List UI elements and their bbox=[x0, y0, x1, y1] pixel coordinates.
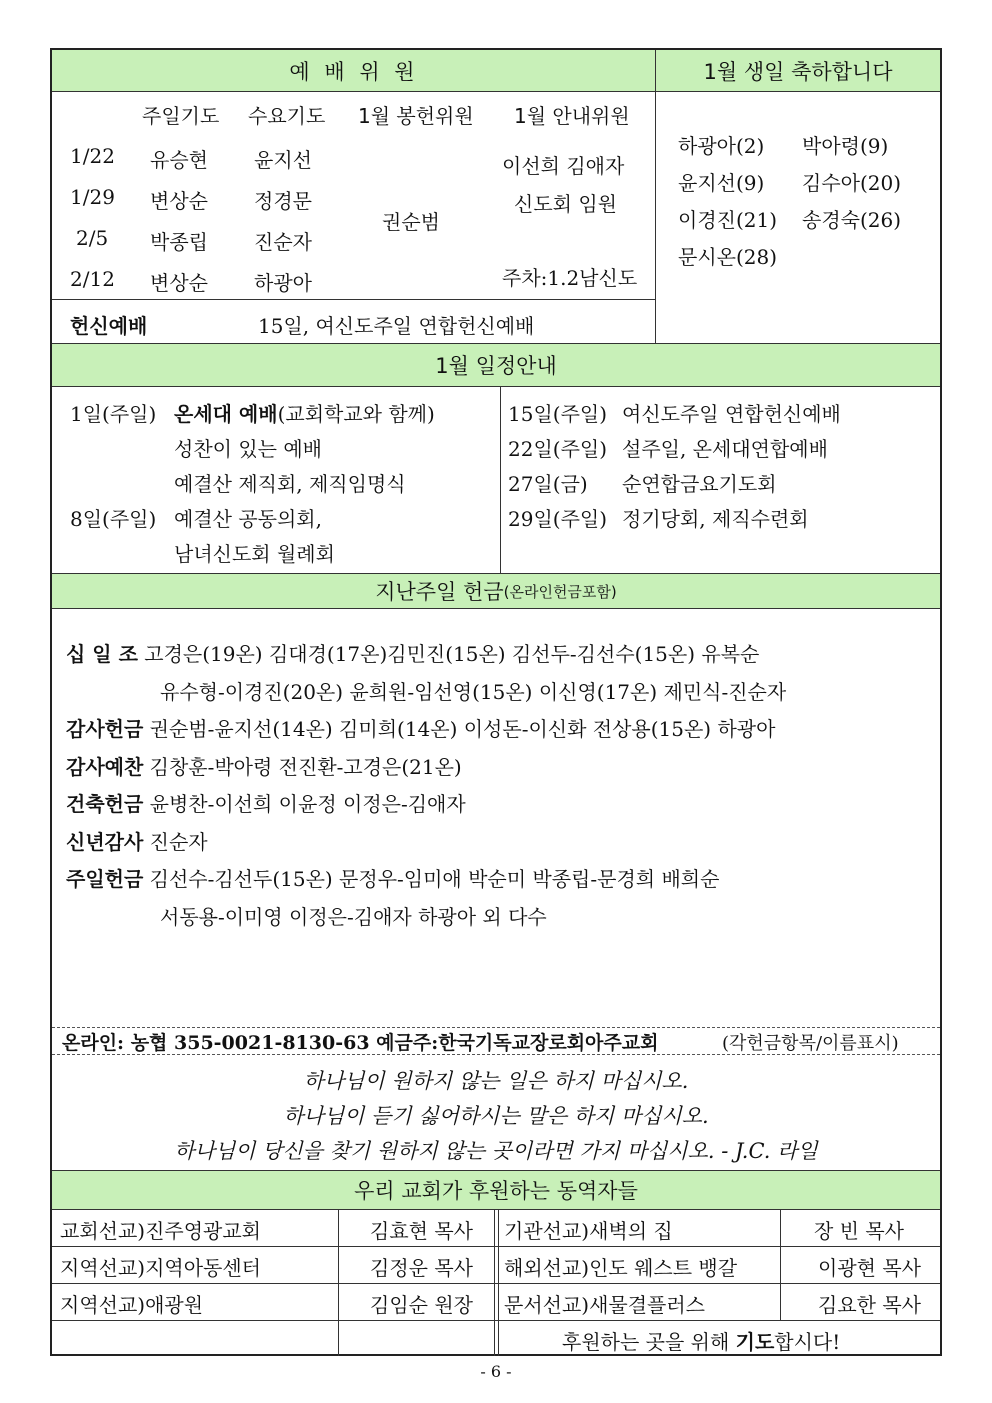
schedule-event: 정기당회, 제직수련회 bbox=[622, 507, 809, 531]
schedule-date: 22일(주일) bbox=[508, 437, 608, 461]
row-date: 1/29 bbox=[70, 185, 115, 209]
schedule-date: 27일(금) bbox=[508, 472, 588, 496]
prayer-post: 합시다! bbox=[774, 1330, 841, 1354]
birthday-title: 1월 생일 축하합니다 bbox=[703, 59, 893, 84]
birthday-person: 박아령(9) bbox=[802, 134, 889, 158]
schedule-header bbox=[52, 343, 940, 387]
row-date: 2/5 bbox=[76, 226, 109, 250]
offering-title-small: (온라인헌금포함) bbox=[503, 582, 617, 601]
header-usher: 1월 안내위원 bbox=[514, 104, 630, 128]
mission-name: 지역선교)애광원 bbox=[60, 1293, 204, 1317]
mission-name: 지역선교)지역아동센터 bbox=[60, 1256, 262, 1280]
offering-title: 지난주일 헌금 bbox=[375, 580, 504, 604]
schedule-event: 순연합금요기도회 bbox=[622, 472, 777, 496]
bulletin-page bbox=[50, 48, 942, 1356]
offering-member: 권순범 bbox=[382, 210, 440, 234]
committee-title: 예 배 위 원 bbox=[289, 59, 419, 84]
dedication-label: 헌신예배 bbox=[70, 314, 148, 338]
header-sunday-prayer: 주일기도 bbox=[142, 104, 220, 128]
mission-name: 해외선교)인도 웨스트 뱅갈 bbox=[504, 1256, 738, 1280]
divider bbox=[52, 1283, 940, 1284]
schedule-date: 29일(주일) bbox=[508, 507, 608, 531]
mission-name: 문서선교)새물결플러스 bbox=[504, 1293, 706, 1317]
quote-line: 하나님이 당신을 찾기 원하지 않는 곳이라면 가지 마십시오. - J.C. 라일 bbox=[174, 1139, 818, 1163]
thanks-label: 감사헌금 bbox=[66, 717, 144, 741]
missions-title: 우리 교회가 후원하는 동역자들 bbox=[354, 1179, 638, 1203]
row-wednesday: 진순자 bbox=[254, 230, 312, 254]
usher-line1: 이선희 김애자 bbox=[502, 154, 625, 178]
online-account: 온라인: 농협 355-0021-8130-63 예금주:한국기독교장로회아주교회 bbox=[62, 1032, 659, 1054]
birthday-person: 문시온(28) bbox=[678, 245, 778, 269]
parking: 주차:1.2남신도 bbox=[502, 266, 638, 290]
praise-label: 감사예찬 bbox=[66, 755, 144, 779]
divider bbox=[52, 299, 656, 300]
newyear-names: 진순자 bbox=[149, 830, 208, 854]
sunday-names: 김선수-김선두(15온) 문정우-임미애 박순미 박종립-문경희 배희순 bbox=[149, 867, 720, 891]
dedication-text: 15일, 여신도주일 연합헌신예배 bbox=[258, 314, 535, 338]
schedule-event: 남녀신도회 월례회 bbox=[174, 542, 335, 566]
schedule-event-bold: 온세대 예배 bbox=[174, 402, 278, 426]
sunday-label: 주일헌금 bbox=[66, 867, 144, 891]
row-wednesday: 하광아 bbox=[254, 271, 312, 295]
usher-line2: 신도회 임원 bbox=[514, 192, 617, 216]
mission-person: 김정운 목사 bbox=[370, 1256, 473, 1280]
header-wednesday-prayer: 수요기도 bbox=[248, 104, 326, 128]
online-info bbox=[52, 1027, 940, 1055]
mission-person: 김임순 원장 bbox=[370, 1293, 473, 1317]
tithe-names: 고경은(19온) 김대경(17온)김민진(15온) 김선두-김선수(15온) 유복순 bbox=[144, 642, 760, 666]
quote-line: 하나님이 원하지 않는 일은 하지 마십시오. bbox=[303, 1069, 689, 1093]
mission-name: 교회선교)진주영광교회 bbox=[60, 1219, 262, 1243]
schedule-date: 15일(주일) bbox=[508, 402, 608, 426]
missions-header bbox=[52, 1170, 940, 1210]
row-sunday: 유승현 bbox=[150, 148, 208, 172]
mission-person: 김요한 목사 bbox=[818, 1293, 921, 1317]
tithe-label: 십 일 조 bbox=[66, 642, 138, 666]
row-wednesday: 윤지선 bbox=[254, 148, 312, 172]
prayer-pre: 후원하는 곳을 위해 bbox=[562, 1330, 736, 1354]
divider bbox=[494, 1210, 495, 1356]
row-sunday: 변상순 bbox=[150, 271, 208, 295]
mission-person: 장 빈 목사 bbox=[814, 1219, 904, 1243]
schedule-event: 예결산 제직회, 제직임명식 bbox=[174, 472, 406, 496]
schedule-date: 1일(주일) bbox=[70, 402, 157, 426]
prayer-bold: 기도 bbox=[735, 1330, 775, 1354]
birthday-person: 이경진(21) bbox=[678, 208, 778, 232]
divider bbox=[498, 1210, 499, 1356]
header-offering-member: 1월 봉헌위원 bbox=[358, 104, 474, 128]
mission-person: 김효현 목사 bbox=[370, 1219, 473, 1243]
mission-person: 이광현 목사 bbox=[818, 1256, 921, 1280]
row-sunday: 박종립 bbox=[150, 230, 208, 254]
sunday-names: 서동용-이미영 이정은-김애자 하광아 외 다수 bbox=[160, 905, 547, 929]
divider bbox=[52, 1320, 940, 1321]
schedule-event: 성찬이 있는 예배 bbox=[174, 437, 322, 461]
birthday-person: 송경숙(26) bbox=[802, 208, 902, 232]
row-wednesday: 정경문 bbox=[254, 189, 312, 213]
divider bbox=[338, 1210, 339, 1356]
row-date: 2/12 bbox=[70, 267, 115, 291]
newyear-label: 신년감사 bbox=[66, 830, 144, 854]
schedule-title: 1월 일정안내 bbox=[435, 354, 557, 378]
mission-name: 기관선교)새벽의 집 bbox=[504, 1219, 673, 1243]
quote-line: 하나님이 듣기 싫어하시는 말은 하지 마십시오. bbox=[283, 1104, 709, 1128]
building-names: 윤병찬-이선희 이윤정 이정은-김애자 bbox=[149, 792, 466, 816]
building-label: 건축헌금 bbox=[66, 792, 144, 816]
birthday-person: 윤지선(9) bbox=[678, 171, 765, 195]
divider bbox=[52, 1246, 940, 1247]
thanks-names: 권순범-윤지선(14온) 김미희(14온) 이성돈-이신화 전상용(15온) 하광아 bbox=[149, 717, 776, 741]
row-sunday: 변상순 bbox=[150, 189, 208, 213]
schedule-event: (교회학교와 함께) bbox=[277, 402, 435, 426]
praise-names: 김창훈-박아령 전진환-고경은(21온) bbox=[149, 755, 462, 779]
schedule-date: 8일(주일) bbox=[70, 507, 157, 531]
online-note: (각헌금항목/이름표시) bbox=[722, 1033, 899, 1054]
schedule-event: 예결산 공동의회, bbox=[174, 507, 322, 531]
tithe-names: 유수형-이경진(20온) 윤희원-임선영(15온) 이신영(17온) 제민식-진순자 bbox=[160, 680, 787, 704]
birthday-person: 하광아(2) bbox=[678, 134, 765, 158]
birthday-person: 김수아(20) bbox=[802, 171, 902, 195]
birthday-header bbox=[656, 50, 940, 92]
divider bbox=[500, 387, 501, 573]
offering-header bbox=[52, 573, 940, 609]
prayer-note bbox=[562, 1326, 840, 1355]
divider bbox=[780, 1210, 781, 1320]
page-number: - 6 - bbox=[480, 1362, 512, 1381]
schedule-event: 설주일, 온세대연합예배 bbox=[622, 437, 828, 461]
committee-header bbox=[52, 50, 656, 92]
schedule-event: 여신도주일 연합헌신예배 bbox=[622, 402, 841, 426]
row-date: 1/22 bbox=[70, 144, 115, 168]
